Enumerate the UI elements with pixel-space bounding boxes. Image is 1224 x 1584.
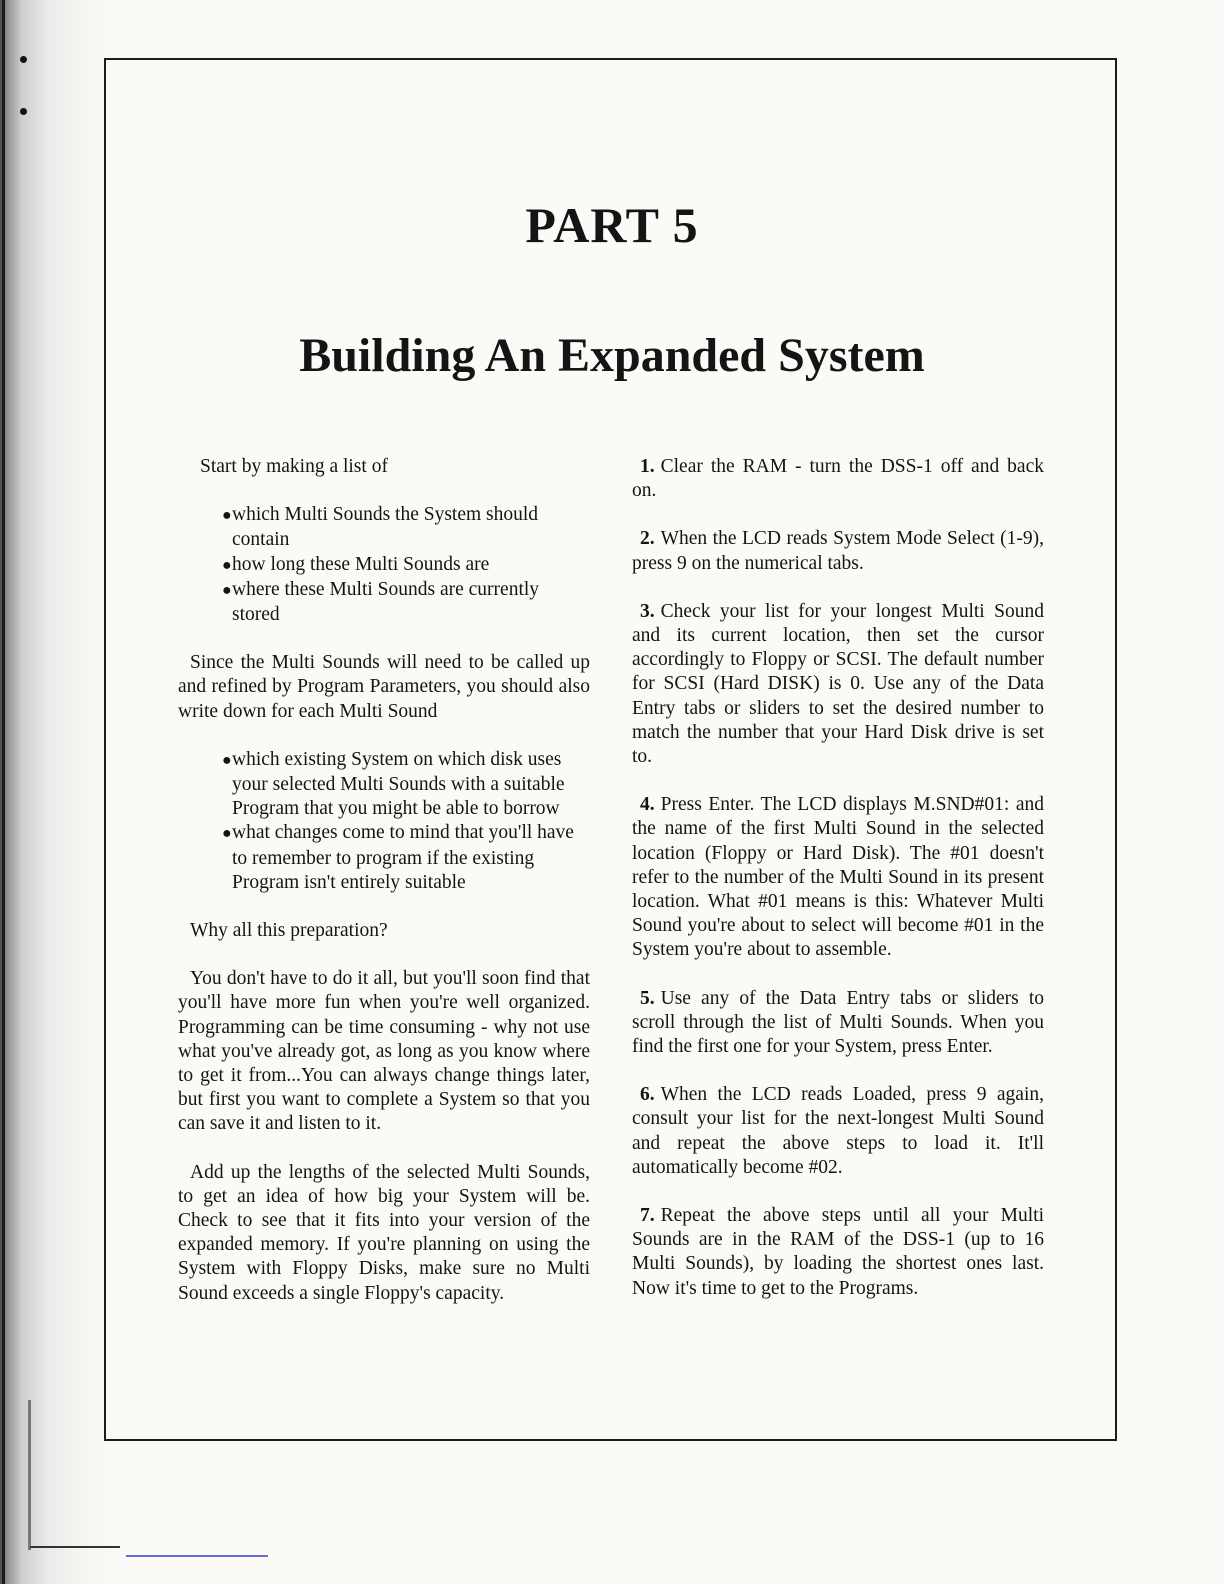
preparation-list [178, 503, 590, 627]
paragraph: Add up the lengths of the selected Multi Sounds, to get an idea of how big your System will be. Check to see that it fits into your version of the expanded memory. If you're planning on using the System with Floppy Disks, make sure no Multi Sound exceeds a single Floppy's capacity. [178, 1161, 590, 1304]
part-label: PART 5 [525, 197, 699, 253]
punch-hole [20, 56, 27, 63]
step-text: Clear the RAM - turn the DSS-1 off and back on. [632, 456, 1044, 502]
step-text: Press Enter. The LCD displays M.SND#01: and the name of the first Multi Sound in the selected location (Floppy or Hard Disk). The #01 doesn't refer to the number of the Multi Sound in its present location. What #01 means is this: Whatever Multi Sound you're about to select will become #01 in the System you're about to assemble. [632, 794, 1044, 961]
list-item: ●which Multi Sounds the System should contain [222, 504, 539, 551]
punch-hole [20, 108, 27, 115]
step-text: Repeat the above steps until all your Multi Sounds are in the RAM of the DSS-1 (up to 16 Multi Sounds), by loading the shortest ones last. Now it's time to get to the Programs. [632, 1205, 1044, 1299]
step-item [632, 527, 1044, 575]
step-number: 4. [640, 794, 655, 816]
step-number: 2. [640, 528, 655, 550]
bullet-icon: ● [222, 556, 232, 574]
step-number: 1. [640, 456, 655, 477]
intro-text: Start by making a list of [200, 456, 388, 477]
left-column [178, 455, 590, 1330]
step-item [632, 1204, 1044, 1301]
bullet-icon: ● [222, 825, 232, 843]
binding-mark [30, 1546, 120, 1548]
step-item [632, 987, 1044, 1060]
list-item: ●how long these Multi Sounds are [222, 553, 590, 578]
paragraph: You don't have to do it all, but you'll soon find that you'll have more fun when you're well organized. Programming can be time consuming - why not use what you've already got, as long as you know where to get it from...You can always change things later, but first you want to complete a System so that you can save it and listen to it. [178, 968, 590, 1135]
bullet-icon: ● [222, 507, 232, 525]
right-column [632, 455, 1044, 1325]
step-text: When the LCD reads Loaded, press 9 again, consult your list for the next-longest Multi Sound and repeat the above steps to load it. It'll automatically become #02. [632, 1084, 1044, 1178]
step-number: 7. [640, 1205, 655, 1227]
paragraph: Since the Multi Sounds will need to be called up and refined by Program Parameters, you should also write down for each Multi Sound [178, 652, 590, 722]
list-item: ●which existing System on which disk uses your selected Multi Sounds with a suitable Program that you might be able to borrow [222, 748, 565, 820]
step-item [632, 600, 1044, 769]
binding-mark [28, 1400, 31, 1550]
question-text: Why all this preparation? [190, 920, 388, 942]
bullet-icon: ● [222, 751, 232, 769]
footer-link-underline [126, 1555, 268, 1557]
step-number: 3. [640, 600, 655, 622]
bullet-icon: ● [222, 581, 232, 599]
step-number: 5. [640, 987, 655, 1009]
step-text: Check your list for your longest Multi Sound and its current location, then set the cursor accordingly to Floppy or SCSI. The default number for SCSI (Hard DISK) is 0. Use any of the Data Entry tabs or sliders to set the desired number to match the number that your Hard Disk drive is set to. [632, 600, 1044, 768]
list-item: ●what changes come to mind that you'll have to remember to program if the existing Program isn't entirely suitable [222, 822, 574, 893]
notes-list [178, 748, 590, 895]
step-text: Use any of the Data Entry tabs or sliders to scroll through the list of Multi Sounds. When you find the first one for your System, press Enter. [632, 987, 1044, 1058]
step-item [632, 1083, 1044, 1180]
step-item [632, 793, 1044, 962]
list-item: ●where these Multi Sounds are currently stored [222, 578, 540, 626]
step-number: 6. [640, 1084, 655, 1106]
page-title: Building An Expanded System [299, 329, 925, 382]
step-text: When the LCD reads System Mode Select (1-9), press 9 on the numerical tabs. [632, 528, 1044, 574]
step-item [632, 455, 1044, 503]
